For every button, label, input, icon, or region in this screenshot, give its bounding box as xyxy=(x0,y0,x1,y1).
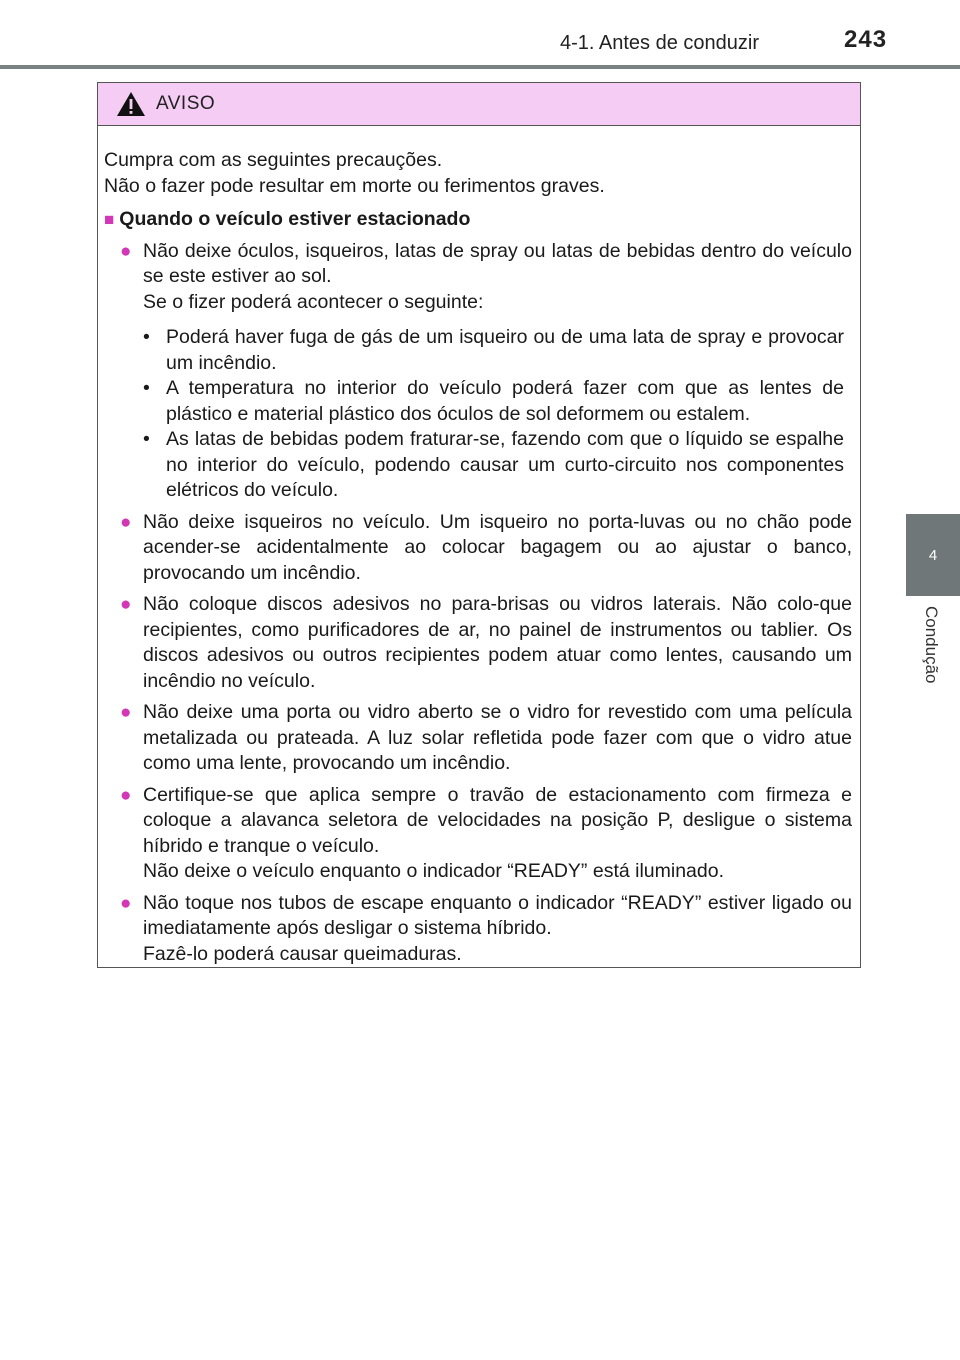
sub-list-item xyxy=(143,427,852,504)
sub-item-text: Poderá haver fuga de gás de um isqueiro ou de uma lata de spray e provocar um incêndio. xyxy=(166,326,844,374)
warning-item xyxy=(104,510,852,587)
item-text: Não toque nos tubos de escape enquanto o indicador “READY” estiver ligado ou imediatamente após desligar o sistema híbrido. xyxy=(143,891,852,939)
chapter-number: 4 xyxy=(928,546,938,564)
circle-bullet-icon: ● xyxy=(120,594,132,615)
warning-triangle-icon xyxy=(116,91,146,117)
dot-bullet-icon: • xyxy=(143,428,150,450)
item-text: Se o fizer poderá acontecer o seguinte: xyxy=(143,290,484,313)
warning-intro xyxy=(104,148,852,199)
warning-item xyxy=(104,891,852,968)
warning-body xyxy=(98,126,860,967)
dot-bullet-icon: • xyxy=(143,326,150,348)
circle-bullet-icon: ● xyxy=(120,240,132,262)
warning-box xyxy=(97,82,861,968)
warning-title: AVISO xyxy=(156,93,216,114)
sub-list-item xyxy=(143,325,852,376)
warning-item xyxy=(104,700,852,777)
circle-bullet-icon: ● xyxy=(120,784,132,806)
sub-list xyxy=(143,325,852,504)
sub-list-item xyxy=(143,376,852,427)
item-text: Não deixe isqueiros no veículo. Um isqueiro no porta-luvas ou no chão pode acender-se acidentalmente ao colocar bagagem ou ao ajustar o banco, provocando um incêndio. xyxy=(143,510,852,584)
page-number: 243 xyxy=(844,26,888,53)
dot-bullet-icon: • xyxy=(143,377,150,399)
warning-item xyxy=(104,592,852,694)
item-text: Não coloque discos adesivos no para-brisas ou vidros laterais. Não colo-que recipientes, como purificadores de ar, no painel de instrumentos ou tablier. Os discos adesivos ou outros recipientes podem atuar como lentes, causando um incêndio no veículo. xyxy=(143,593,852,692)
section-heading-text: Quando o veículo estiver estacionado xyxy=(119,208,471,230)
warning-header xyxy=(98,83,860,126)
circle-bullet-icon: ● xyxy=(120,892,132,914)
item-text: Não deixe uma porta ou vidro aberto se o vidro for revestido com uma película metalizada ou prateada. A luz solar refletida pode fazer com que o vidro atue como uma lente, provocando um incêndio. xyxy=(143,701,852,774)
warning-item xyxy=(104,239,852,504)
intro-line: Não o fazer pode resultar em morte ou ferimentos graves. xyxy=(104,174,605,197)
header-section-title: 4-1. Antes de conduzir xyxy=(560,32,760,54)
item-text: Não deixe óculos, isqueiros, latas de spray ou latas de bebidas dentro do veículo se este estiver ao sol. xyxy=(143,239,852,287)
header-divider xyxy=(0,65,960,69)
circle-bullet-icon: ● xyxy=(120,511,132,533)
sub-item-text: A temperatura no interior do veículo poderá fazer com que as lentes de plástico e material plástico dos óculos de sol deformem ou estalem. xyxy=(166,377,844,425)
item-text: Certifique-se que aplica sempre o travão de estacionamento com firmeza e coloque a alavanca seletora de velocidades na posição P, desligue o sistema híbrido e tranque o veículo. xyxy=(143,783,852,857)
chapter-label: Condução xyxy=(922,606,941,684)
item-text: Fazê-lo poderá causar queimaduras. xyxy=(143,942,462,965)
warning-item xyxy=(104,783,852,885)
circle-bullet-icon: ● xyxy=(120,702,132,723)
section-heading xyxy=(104,207,852,233)
square-bullet-icon: ■ xyxy=(104,210,115,229)
sub-item-text: As latas de bebidas podem fraturar-se, fazendo com que o líquido se espalhe no interior do veículo, podendo causar um curto-circuito nos componentes elétricos do veículo. xyxy=(166,428,844,501)
chapter-tab xyxy=(906,514,960,596)
item-text: Não deixe o veículo enquanto o indicador “READY” está iluminado. xyxy=(143,860,725,882)
intro-line: Cumpra com as seguintes precauções. xyxy=(104,149,443,171)
